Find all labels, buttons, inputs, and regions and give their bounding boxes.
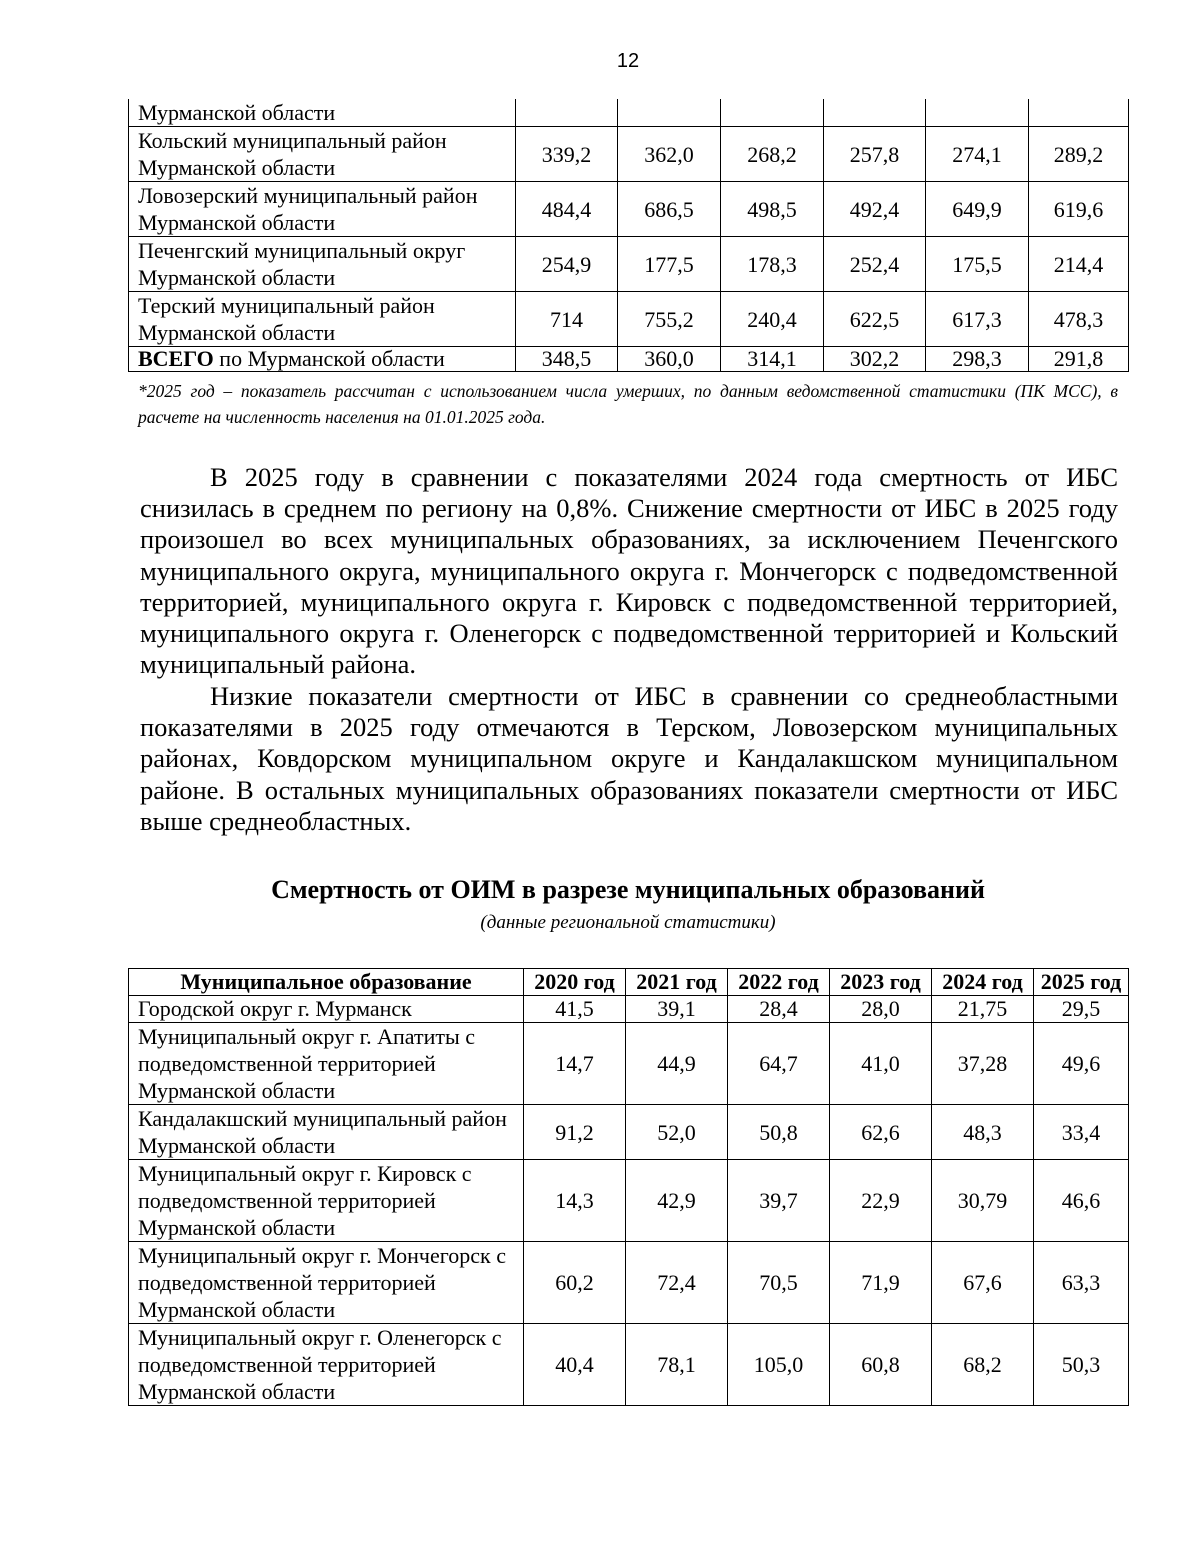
column-header-year: 2024 год bbox=[932, 969, 1034, 996]
ibs-mortality-table-continued bbox=[128, 99, 1129, 372]
cell-value: 42,9 bbox=[626, 1160, 728, 1242]
cell-value: 289,2 bbox=[1029, 127, 1129, 182]
column-header-year: 2020 год bbox=[524, 969, 626, 996]
total-label bbox=[129, 347, 516, 372]
cell-value: 21,75 bbox=[932, 996, 1034, 1023]
total-label-bold: ВСЕГО bbox=[138, 346, 214, 371]
cell-value: 492,4 bbox=[824, 182, 926, 237]
cell-value: 39,1 bbox=[626, 996, 728, 1023]
cell-value: 14,3 bbox=[524, 1160, 626, 1242]
cell-value: 67,6 bbox=[932, 1242, 1034, 1324]
cell-value: 28,0 bbox=[830, 996, 932, 1023]
cell-value: 714 bbox=[516, 292, 618, 347]
page-number: 12 bbox=[616, 50, 640, 72]
cell-value: 178,3 bbox=[721, 237, 824, 292]
column-header-name: Муниципальное образование bbox=[129, 969, 524, 996]
row-name: Терский муниципальный район Мурманской области bbox=[129, 292, 516, 347]
table-row bbox=[129, 1324, 1129, 1406]
table-subtitle: (данные региональной статистики) bbox=[480, 912, 776, 933]
table-row bbox=[129, 996, 1129, 1023]
cell-value: 314,1 bbox=[721, 347, 824, 372]
table-row bbox=[129, 127, 1129, 182]
total-row bbox=[129, 347, 1129, 372]
column-header-year: 2023 год bbox=[830, 969, 932, 996]
cell-value: 360,0 bbox=[618, 347, 721, 372]
cell-value: 498,5 bbox=[721, 182, 824, 237]
row-name: Городской округ г. Мурманск bbox=[129, 996, 524, 1023]
cell-value: 48,3 bbox=[932, 1105, 1034, 1160]
cell-value: 14,7 bbox=[524, 1023, 626, 1105]
cell-value: 50,3 bbox=[1034, 1324, 1129, 1406]
table-row bbox=[129, 237, 1129, 292]
table-row bbox=[129, 292, 1129, 347]
cell-value: 28,4 bbox=[728, 996, 830, 1023]
cell-value: 71,9 bbox=[830, 1242, 932, 1324]
cell-value: 46,6 bbox=[1034, 1160, 1129, 1242]
cell-value: 41,0 bbox=[830, 1023, 932, 1105]
column-header-year: 2021 год bbox=[626, 969, 728, 996]
table-title: Смертность от ОИМ в разрезе муниципальных образований bbox=[271, 875, 985, 904]
cell-value: 39,7 bbox=[728, 1160, 830, 1242]
cell-value: 70,5 bbox=[728, 1242, 830, 1324]
table-row bbox=[129, 1242, 1129, 1324]
cell-value: 649,9 bbox=[926, 182, 1029, 237]
cell-value: 64,7 bbox=[728, 1023, 830, 1105]
cell-value: 41,5 bbox=[524, 996, 626, 1023]
cell-value: 339,2 bbox=[516, 127, 618, 182]
column-header-year: 2025 год bbox=[1034, 969, 1129, 996]
row-name: Печенгский муниципальный округ Мурманской области bbox=[129, 237, 516, 292]
cell-value: 214,4 bbox=[1029, 237, 1129, 292]
cell-value: 44,9 bbox=[626, 1023, 728, 1105]
row-name: Муниципальный округ г. Кировск с подведомственной территорией Мурманской области bbox=[129, 1160, 524, 1242]
cell-value: 478,3 bbox=[1029, 292, 1129, 347]
row-name: Кольский муниципальный район Мурманской области bbox=[129, 127, 516, 182]
cell-value: 484,4 bbox=[516, 182, 618, 237]
cell-value: 72,4 bbox=[626, 1242, 728, 1324]
table-row bbox=[129, 182, 1129, 237]
cell-value bbox=[1029, 99, 1129, 127]
cell-value: 60,8 bbox=[830, 1324, 932, 1406]
cell-value: 619,6 bbox=[1029, 182, 1129, 237]
cell-value: 40,4 bbox=[524, 1324, 626, 1406]
row-name: Кандалакшский муниципальный район Мурманской области bbox=[129, 1105, 524, 1160]
cell-value: 291,8 bbox=[1029, 347, 1129, 372]
cell-value: 78,1 bbox=[626, 1324, 728, 1406]
paragraph: Низкие показатели смертности от ИБС в сравнении со среднеобластными показателями в 2025 году отмечаются в Терском, Ловозерском муниципальных районах, Ковдорском муниципальном округе и Кандалакшском муниципальном районе. В остальных муниципальных образованиях показатели смертности от ИБС выше среднеобластных. bbox=[140, 681, 1118, 836]
cell-value bbox=[516, 99, 618, 127]
cell-value: 177,5 bbox=[618, 237, 721, 292]
table-row bbox=[129, 99, 1129, 127]
cell-value: 52,0 bbox=[626, 1105, 728, 1160]
footnote: *2025 год – показатель рассчитан с использованием числа умерших, по данным ведомственной статистики (ПК МСС), в расчете на численность населения на 01.01.2025 года. bbox=[138, 381, 1118, 427]
cell-value: 62,6 bbox=[830, 1105, 932, 1160]
cell-value: 298,3 bbox=[926, 347, 1029, 372]
cell-value: 63,3 bbox=[1034, 1242, 1129, 1324]
cell-value: 252,4 bbox=[824, 237, 926, 292]
cell-value: 257,8 bbox=[824, 127, 926, 182]
cell-value: 302,2 bbox=[824, 347, 926, 372]
row-name: Мурманской области bbox=[129, 99, 516, 127]
cell-value: 268,2 bbox=[721, 127, 824, 182]
cell-value: 362,0 bbox=[618, 127, 721, 182]
cell-value: 274,1 bbox=[926, 127, 1029, 182]
cell-value: 755,2 bbox=[618, 292, 721, 347]
cell-value: 105,0 bbox=[728, 1324, 830, 1406]
row-name: Муниципальный округ г. Апатиты с подведомственной территорией Мурманской области bbox=[129, 1023, 524, 1105]
row-name: Муниципальный округ г. Мончегорск с подведомственной территорией Мурманской области bbox=[129, 1242, 524, 1324]
cell-value: 254,9 bbox=[516, 237, 618, 292]
table-header-row bbox=[129, 969, 1129, 996]
table-row bbox=[129, 1023, 1129, 1105]
cell-value: 33,4 bbox=[1034, 1105, 1129, 1160]
cell-value bbox=[721, 99, 824, 127]
cell-value: 622,5 bbox=[824, 292, 926, 347]
cell-value: 37,28 bbox=[932, 1023, 1034, 1105]
cell-value: 348,5 bbox=[516, 347, 618, 372]
table-row bbox=[129, 1160, 1129, 1242]
cell-value: 29,5 bbox=[1034, 996, 1129, 1023]
column-header-year: 2022 год bbox=[728, 969, 830, 996]
table-row bbox=[129, 1105, 1129, 1160]
cell-value bbox=[618, 99, 721, 127]
cell-value: 60,2 bbox=[524, 1242, 626, 1324]
cell-value: 68,2 bbox=[932, 1324, 1034, 1406]
row-name: Муниципальный округ г. Оленегорск с подведомственной территорией Мурманской области bbox=[129, 1324, 524, 1406]
cell-value: 30,79 bbox=[932, 1160, 1034, 1242]
cell-value: 91,2 bbox=[524, 1105, 626, 1160]
oim-mortality-table bbox=[128, 968, 1129, 1406]
cell-value: 175,5 bbox=[926, 237, 1029, 292]
total-label-rest: по Мурманской области bbox=[213, 346, 445, 371]
cell-value bbox=[926, 99, 1029, 127]
cell-value bbox=[824, 99, 926, 127]
cell-value: 686,5 bbox=[618, 182, 721, 237]
cell-value: 22,9 bbox=[830, 1160, 932, 1242]
cell-value: 240,4 bbox=[721, 292, 824, 347]
cell-value: 617,3 bbox=[926, 292, 1029, 347]
paragraph: В 2025 году в сравнении с показателями 2024 года смертность от ИБС снизилась в среднем по региону на 0,8%. Снижение смертности от ИБС в 2025 году произошел во всех муниципальных образованиях, за исключением Печенгского муниципального округа, муниципального округа г. Мончегорск с подведомственной территорией, муниципального округа г. Кировск с подведомственной территорией, муниципального округа г. Оленегорск с подведомственной территорией и Кольский муниципальный района. bbox=[140, 462, 1118, 680]
cell-value: 50,8 bbox=[728, 1105, 830, 1160]
cell-value: 49,6 bbox=[1034, 1023, 1129, 1105]
row-name: Ловозерский муниципальный район Мурманской области bbox=[129, 182, 516, 237]
